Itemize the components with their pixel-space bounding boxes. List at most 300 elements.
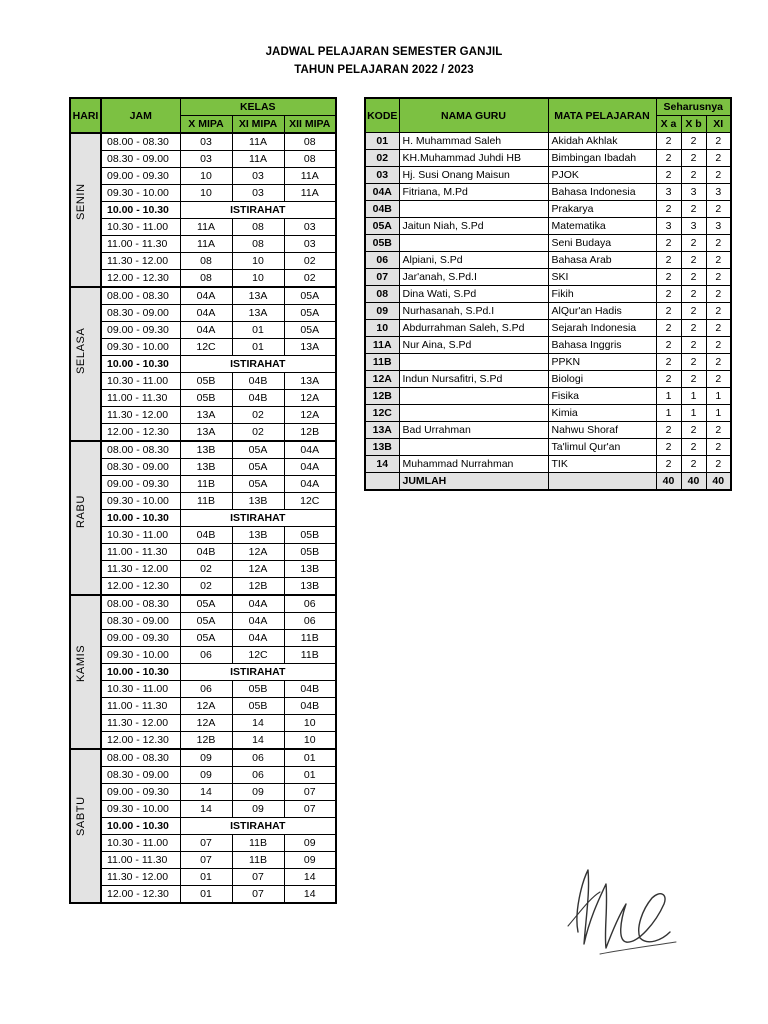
schedule-row [70, 236, 336, 253]
teacher-row [365, 201, 731, 218]
class-code-cell: 13B [284, 561, 336, 578]
teacher-row [365, 133, 731, 150]
class-code-cell: 09 [284, 835, 336, 852]
hours-cell: 2 [656, 320, 681, 337]
class-code-cell: 01 [284, 749, 336, 767]
subject-cell: Prakarya [548, 201, 656, 218]
hours-cell: 1 [656, 388, 681, 405]
class-code-cell: 04A [284, 441, 336, 459]
subject-cell: Bahasa Indonesia [548, 184, 656, 201]
kode-cell: 11A [365, 337, 399, 354]
schedule-row [70, 287, 336, 305]
hours-cell: 2 [656, 235, 681, 252]
class-code-cell: 05A [180, 630, 232, 647]
class-code-cell: 05B [284, 544, 336, 561]
class-code-cell: 05A [232, 441, 284, 459]
hours-cell: 3 [706, 184, 731, 201]
teacher-name-cell [399, 354, 548, 371]
hours-cell: 2 [706, 371, 731, 388]
class-code-cell: 11A [180, 236, 232, 253]
class-code-cell: 14 [284, 869, 336, 886]
class-code-cell: 12A [232, 544, 284, 561]
header-seharusnya: Seharusnya [656, 98, 731, 116]
day-label: SABTU [75, 796, 87, 836]
teacher-name-cell: Dina Wati, S.Pd [399, 286, 548, 303]
header-jam: JAM [101, 98, 180, 133]
schedule-row [70, 270, 336, 288]
hours-cell: 2 [706, 286, 731, 303]
total-empty-cell [365, 473, 399, 491]
day-cell-selasa [70, 287, 101, 441]
class-code-cell: 12C [180, 339, 232, 356]
schedule-row [70, 459, 336, 476]
schedule-row [70, 339, 336, 356]
class-code-cell: 03 [232, 168, 284, 185]
class-code-cell: 13A [284, 339, 336, 356]
schedule-row [70, 681, 336, 698]
time-cell: 09.00 - 09.30 [101, 630, 180, 647]
time-cell: 11.30 - 12.00 [101, 407, 180, 424]
class-code-cell: 11A [284, 168, 336, 185]
schedule-row [70, 407, 336, 424]
schedule-break-row [70, 818, 336, 835]
class-code-cell: 03 [180, 133, 232, 151]
class-code-cell: 03 [232, 185, 284, 202]
schedule-break-row [70, 664, 336, 681]
class-code-cell: 09 [284, 852, 336, 869]
class-code-cell: 07 [180, 835, 232, 852]
header-kode: KODE [365, 98, 399, 133]
class-code-cell: 06 [284, 595, 336, 613]
time-cell: 10.00 - 10.30 [101, 818, 180, 835]
class-code-cell: 10 [232, 253, 284, 270]
class-code-cell: 12B [180, 732, 232, 750]
time-cell: 09.30 - 10.00 [101, 647, 180, 664]
schedule-row [70, 835, 336, 852]
teacher-row [365, 286, 731, 303]
kode-cell: 12B [365, 388, 399, 405]
schedule-row [70, 630, 336, 647]
hours-cell: 1 [706, 388, 731, 405]
subject-cell: Akidah Akhlak [548, 133, 656, 150]
class-code-cell: 12B [232, 578, 284, 596]
time-cell: 09.30 - 10.00 [101, 801, 180, 818]
subject-cell: AlQur'an Hadis [548, 303, 656, 320]
class-code-cell: 13A [284, 373, 336, 390]
class-code-cell: 11B [284, 630, 336, 647]
class-code-cell: 11B [180, 476, 232, 493]
hours-cell: 3 [656, 184, 681, 201]
teacher-name-cell: Hj. Susi Onang Maisun [399, 167, 548, 184]
kode-cell: 10 [365, 320, 399, 337]
class-code-cell: 08 [180, 270, 232, 288]
time-cell: 10.00 - 10.30 [101, 664, 180, 681]
schedule-row [70, 561, 336, 578]
class-code-cell: 06 [180, 681, 232, 698]
time-cell: 08.00 - 08.30 [101, 133, 180, 151]
subject-cell: Nahwu Shoraf [548, 422, 656, 439]
class-code-cell: 05B [232, 698, 284, 715]
class-code-cell: 14 [232, 715, 284, 732]
hours-cell: 2 [681, 235, 706, 252]
class-code-cell: 08 [232, 236, 284, 253]
hours-cell: 3 [681, 218, 706, 235]
header-class-xii-mipa: XII MIPA [284, 116, 336, 134]
hours-cell: 3 [706, 218, 731, 235]
class-code-cell: 07 [232, 869, 284, 886]
schedule-row [70, 441, 336, 459]
time-cell: 08.00 - 08.30 [101, 441, 180, 459]
time-cell: 10.00 - 10.30 [101, 510, 180, 527]
time-cell: 11.30 - 12.00 [101, 715, 180, 732]
schedule-row [70, 801, 336, 818]
class-code-cell: 08 [232, 219, 284, 236]
hours-cell: 2 [681, 422, 706, 439]
time-cell: 11.30 - 12.00 [101, 869, 180, 886]
class-code-cell: 04B [232, 373, 284, 390]
class-code-cell: 09 [180, 749, 232, 767]
class-code-cell: 11A [232, 151, 284, 168]
kode-cell: 12A [365, 371, 399, 388]
time-cell: 09.00 - 09.30 [101, 168, 180, 185]
teacher-table [364, 97, 732, 491]
schedule-break-row [70, 202, 336, 219]
hours-cell: 2 [706, 235, 731, 252]
time-cell: 11.00 - 11.30 [101, 698, 180, 715]
total-empty-cell [548, 473, 656, 491]
schedule-row [70, 373, 336, 390]
teacher-row [365, 422, 731, 439]
time-cell: 08.00 - 08.30 [101, 287, 180, 305]
time-cell: 12.00 - 12.30 [101, 578, 180, 596]
day-cell-sabtu [70, 749, 101, 903]
kode-cell: 05A [365, 218, 399, 235]
time-cell: 09.30 - 10.00 [101, 185, 180, 202]
class-code-cell: 08 [284, 151, 336, 168]
subject-cell: SKI [548, 269, 656, 286]
header-col-xa: X a [656, 116, 681, 133]
teacher-name-cell: Muhammad Nurrahman [399, 456, 548, 473]
class-code-cell: 04A [232, 595, 284, 613]
schedule-body [70, 133, 336, 903]
hours-cell: 2 [706, 456, 731, 473]
class-code-cell: 11B [232, 852, 284, 869]
hours-cell: 1 [706, 405, 731, 422]
time-cell: 12.00 - 12.30 [101, 732, 180, 750]
teacher-row [365, 354, 731, 371]
kode-cell: 13B [365, 439, 399, 456]
class-code-cell: 06 [284, 613, 336, 630]
kode-cell: 02 [365, 150, 399, 167]
header-col-xb: X b [681, 116, 706, 133]
class-code-cell: 10 [284, 732, 336, 750]
class-code-cell: 05A [180, 613, 232, 630]
day-cell-senin [70, 133, 101, 287]
class-code-cell: 10 [232, 270, 284, 288]
class-code-cell: 12A [180, 698, 232, 715]
hours-cell: 2 [706, 320, 731, 337]
time-cell: 10.00 - 10.30 [101, 202, 180, 219]
hours-cell: 2 [656, 252, 681, 269]
hours-cell: 2 [656, 439, 681, 456]
schedule-row [70, 476, 336, 493]
hours-cell: 2 [681, 371, 706, 388]
class-code-cell: 02 [232, 424, 284, 442]
class-code-cell: 11B [284, 647, 336, 664]
kode-cell: 06 [365, 252, 399, 269]
subject-cell: Biologi [548, 371, 656, 388]
class-code-cell: 04A [284, 476, 336, 493]
class-code-cell: 02 [180, 561, 232, 578]
total-hours-cell: 40 [656, 473, 681, 491]
time-cell: 11.30 - 12.00 [101, 253, 180, 270]
teacher-row [365, 218, 731, 235]
class-code-cell: 04B [180, 544, 232, 561]
hours-cell: 2 [656, 303, 681, 320]
hours-cell: 2 [706, 167, 731, 184]
class-code-cell: 04A [284, 459, 336, 476]
class-code-cell: 12A [284, 390, 336, 407]
hours-cell: 2 [656, 286, 681, 303]
teacher-row [365, 439, 731, 456]
hours-cell: 2 [681, 303, 706, 320]
header-col-xi: XI [706, 116, 731, 133]
schedule-row [70, 613, 336, 630]
class-code-cell: 04A [180, 305, 232, 322]
teacher-name-cell [399, 439, 548, 456]
class-code-cell: 04B [180, 527, 232, 544]
teacher-name-cell: Indun Nursafitri, S.Pd [399, 371, 548, 388]
break-cell: ISTIRAHAT [180, 202, 336, 219]
subject-cell: Matematika [548, 218, 656, 235]
teacher-name-cell [399, 405, 548, 422]
schedule-row [70, 322, 336, 339]
class-code-cell: 09 [180, 767, 232, 784]
subject-cell: PPKN [548, 354, 656, 371]
subject-cell: TIK [548, 456, 656, 473]
teacher-row [365, 456, 731, 473]
class-code-cell: 04B [284, 698, 336, 715]
kode-cell: 05B [365, 235, 399, 252]
class-code-cell: 01 [232, 339, 284, 356]
class-code-cell: 04B [232, 390, 284, 407]
hours-cell: 2 [681, 456, 706, 473]
class-code-cell: 04A [232, 630, 284, 647]
subject-cell: Kimia [548, 405, 656, 422]
schedule-row [70, 544, 336, 561]
class-code-cell: 14 [180, 784, 232, 801]
time-cell: 10.00 - 10.30 [101, 356, 180, 373]
class-code-cell: 07 [232, 886, 284, 904]
hours-cell: 2 [681, 354, 706, 371]
teacher-row [365, 337, 731, 354]
schedule-row [70, 424, 336, 442]
day-label: KAMIS [75, 644, 87, 682]
subject-cell: Bahasa Inggris [548, 337, 656, 354]
hours-cell: 2 [681, 439, 706, 456]
class-code-cell: 04A [180, 322, 232, 339]
schedule-row [70, 732, 336, 750]
schedule-row [70, 168, 336, 185]
hours-cell: 2 [706, 150, 731, 167]
day-cell-rabu [70, 441, 101, 595]
total-label: JUMLAH [399, 473, 548, 491]
class-code-cell: 05A [232, 459, 284, 476]
hours-cell: 3 [656, 218, 681, 235]
teacher-row [365, 150, 731, 167]
teacher-name-cell: H. Muhammad Saleh [399, 133, 548, 150]
time-cell: 09.00 - 09.30 [101, 784, 180, 801]
time-cell: 09.00 - 09.30 [101, 322, 180, 339]
teacher-row [365, 388, 731, 405]
class-code-cell: 13B [180, 459, 232, 476]
class-code-cell: 08 [284, 133, 336, 151]
subject-cell: Fisika [548, 388, 656, 405]
signature-image [560, 862, 680, 957]
schedule-row [70, 852, 336, 869]
class-code-cell: 11A [232, 133, 284, 151]
time-cell: 12.00 - 12.30 [101, 886, 180, 904]
schedule-row [70, 647, 336, 664]
class-code-cell: 09 [232, 784, 284, 801]
class-code-cell: 13A [180, 407, 232, 424]
time-cell: 09.30 - 10.00 [101, 493, 180, 510]
hours-cell: 2 [706, 269, 731, 286]
schedule-row [70, 219, 336, 236]
hours-cell: 2 [706, 303, 731, 320]
hours-cell: 2 [656, 150, 681, 167]
teacher-name-cell: Jaitun Niah, S.Pd [399, 218, 548, 235]
hours-cell: 2 [681, 133, 706, 150]
teacher-name-cell: Nurhasanah, S.Pd.I [399, 303, 548, 320]
hours-cell: 2 [681, 286, 706, 303]
class-code-cell: 02 [284, 253, 336, 270]
kode-cell: 14 [365, 456, 399, 473]
time-cell: 12.00 - 12.30 [101, 424, 180, 442]
class-code-cell: 12A [232, 561, 284, 578]
class-code-cell: 14 [180, 801, 232, 818]
header-kelas: KELAS [180, 98, 336, 116]
hours-cell: 2 [681, 269, 706, 286]
day-label: SENIN [75, 183, 87, 220]
teacher-name-cell: KH.Muhammad Juhdi HB [399, 150, 548, 167]
day-cell-kamis [70, 595, 101, 749]
time-cell: 11.00 - 11.30 [101, 544, 180, 561]
teacher-row [365, 320, 731, 337]
header-class-xi-mipa: XI MIPA [232, 116, 284, 134]
time-cell: 11.30 - 12.00 [101, 561, 180, 578]
class-code-cell: 07 [284, 801, 336, 818]
hours-cell: 2 [656, 456, 681, 473]
hours-cell: 2 [706, 252, 731, 269]
hours-cell: 2 [656, 167, 681, 184]
class-code-cell: 05B [180, 390, 232, 407]
schedule-row [70, 784, 336, 801]
subject-cell: PJOK [548, 167, 656, 184]
hours-cell: 2 [681, 252, 706, 269]
hours-cell: 2 [706, 422, 731, 439]
class-code-cell: 12B [284, 424, 336, 442]
time-cell: 08.00 - 08.30 [101, 595, 180, 613]
time-cell: 10.30 - 11.00 [101, 373, 180, 390]
subject-cell: Fikih [548, 286, 656, 303]
hours-cell: 1 [681, 388, 706, 405]
hours-cell: 2 [681, 150, 706, 167]
teacher-name-cell: Jar'anah, S.Pd.I [399, 269, 548, 286]
class-code-cell: 03 [284, 236, 336, 253]
class-code-cell: 02 [232, 407, 284, 424]
teacher-name-cell [399, 388, 548, 405]
class-code-cell: 05A [284, 287, 336, 305]
class-code-cell: 11B [180, 493, 232, 510]
class-code-cell: 01 [284, 767, 336, 784]
header-hari: HARI [70, 98, 101, 133]
teacher-row [365, 235, 731, 252]
hours-cell: 2 [681, 337, 706, 354]
teacher-row [365, 184, 731, 201]
hours-cell: 2 [681, 167, 706, 184]
time-cell: 08.30 - 09.00 [101, 151, 180, 168]
class-code-cell: 07 [180, 852, 232, 869]
kode-cell: 09 [365, 303, 399, 320]
teacher-name-cell: Bad Urrahman [399, 422, 548, 439]
schedule-row [70, 527, 336, 544]
hours-cell: 2 [706, 439, 731, 456]
schedule-row [70, 886, 336, 904]
hours-cell: 3 [681, 184, 706, 201]
class-code-cell: 12C [284, 493, 336, 510]
class-code-cell: 03 [180, 151, 232, 168]
subject-cell: Seni Budaya [548, 235, 656, 252]
total-row [365, 473, 731, 491]
class-code-cell: 11A [284, 185, 336, 202]
time-cell: 09.30 - 10.00 [101, 339, 180, 356]
schedule-row [70, 715, 336, 732]
kode-cell: 04A [365, 184, 399, 201]
class-code-cell: 02 [180, 578, 232, 596]
document-title: JADWAL PELAJARAN SEMESTER GANJIL [265, 46, 503, 58]
teacher-row [365, 303, 731, 320]
break-cell: ISTIRAHAT [180, 356, 336, 373]
subject-cell: Sejarah Indonesia [548, 320, 656, 337]
class-code-cell: 05B [232, 681, 284, 698]
class-code-cell: 06 [232, 767, 284, 784]
schedule-row [70, 578, 336, 596]
header-mata-pelajaran: MATA PELAJARAN [548, 98, 656, 133]
class-code-cell: 12A [180, 715, 232, 732]
time-cell: 08.00 - 08.30 [101, 749, 180, 767]
class-code-cell: 09 [232, 801, 284, 818]
schedule-table [69, 97, 337, 904]
header-class-x-mipa: X MIPA [180, 116, 232, 134]
teacher-name-cell: Abdurrahman Saleh, S.Pd [399, 320, 548, 337]
break-cell: ISTIRAHAT [180, 818, 336, 835]
kode-cell: 01 [365, 133, 399, 150]
time-cell: 08.30 - 09.00 [101, 767, 180, 784]
class-code-cell: 10 [180, 185, 232, 202]
hours-cell: 2 [656, 422, 681, 439]
class-code-cell: 01 [180, 886, 232, 904]
class-code-cell: 11B [232, 835, 284, 852]
hours-cell: 2 [681, 201, 706, 218]
subject-cell: Bahasa Arab [548, 252, 656, 269]
total-hours-cell: 40 [681, 473, 706, 491]
class-code-cell: 03 [284, 219, 336, 236]
hours-cell: 2 [656, 354, 681, 371]
subject-cell: Ta'limul Qur'an [548, 439, 656, 456]
teacher-name-cell: Fitriana, M.Pd [399, 184, 548, 201]
hours-cell: 2 [656, 269, 681, 286]
